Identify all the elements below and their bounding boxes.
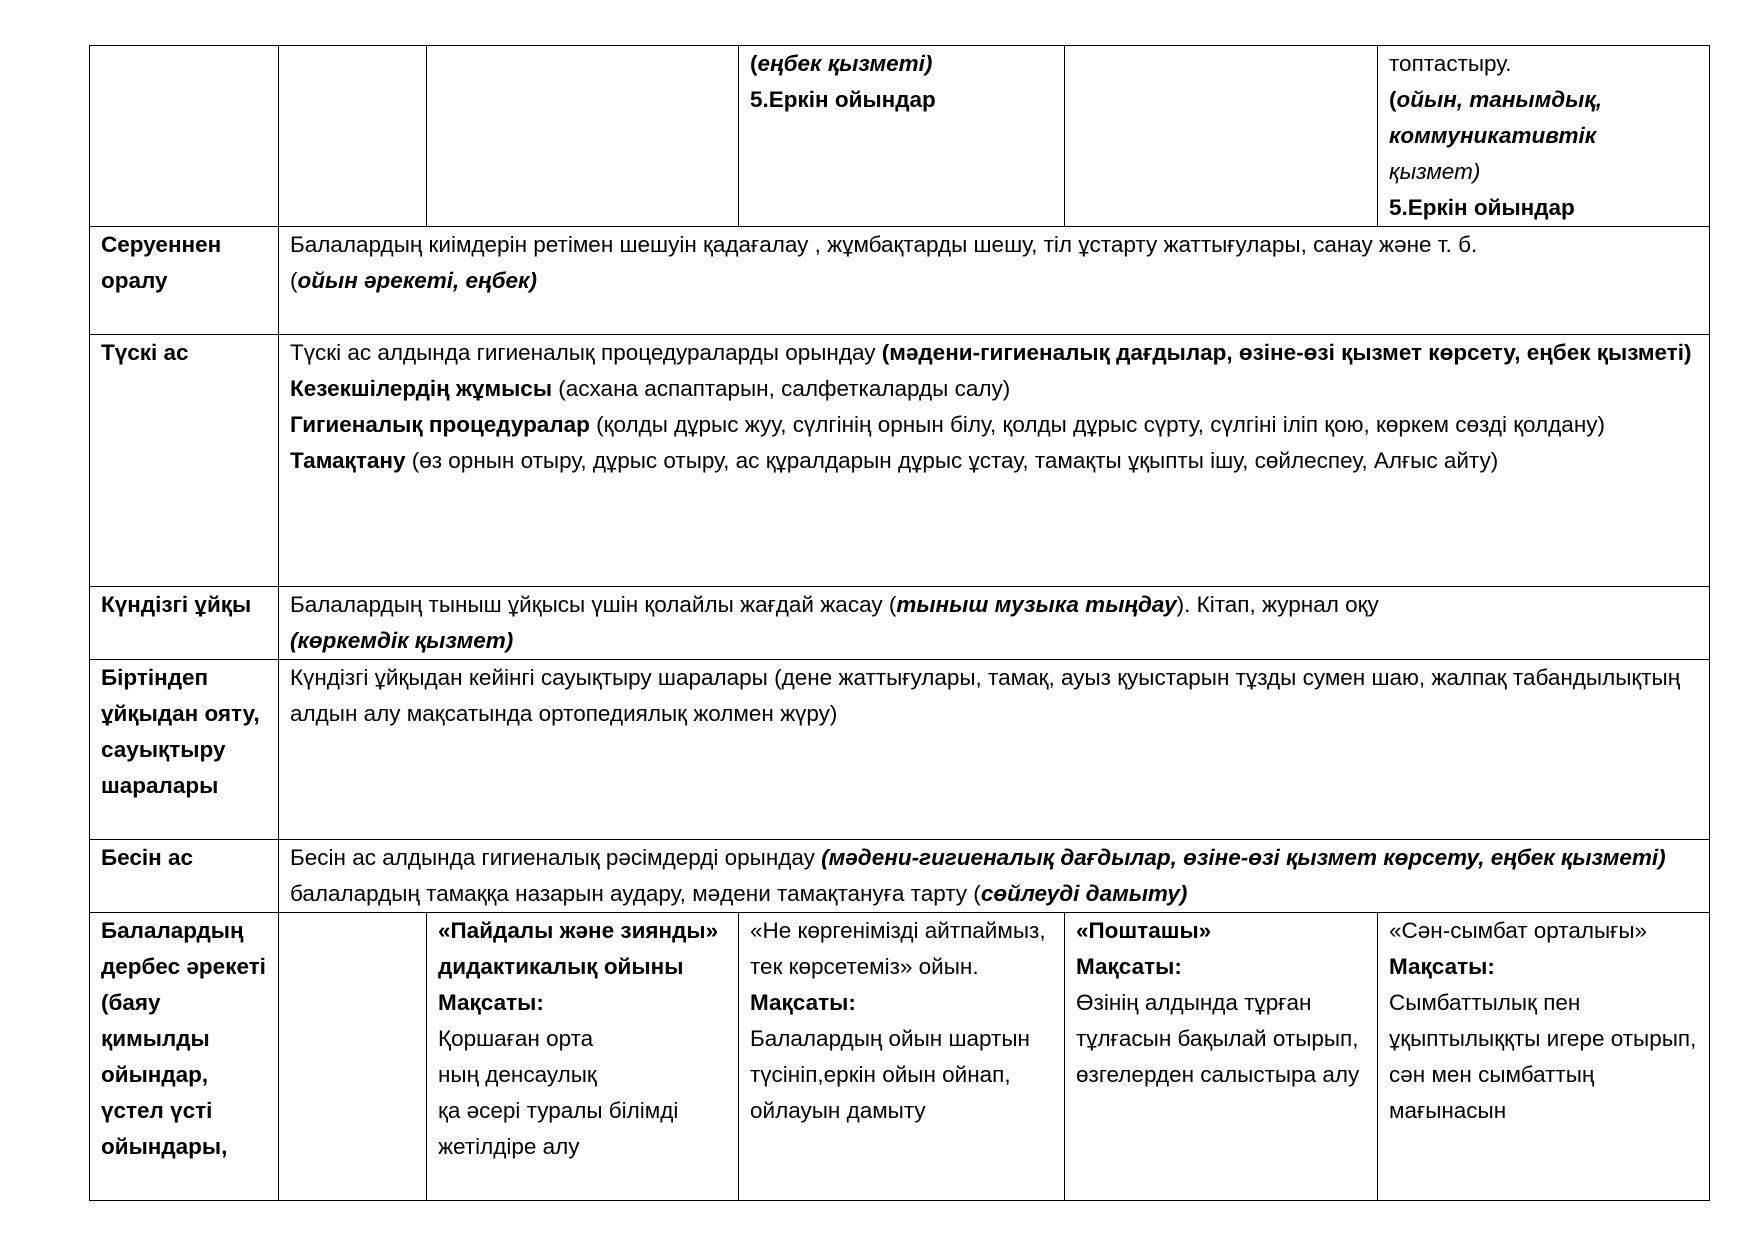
row-label: Серуеннен оралу bbox=[90, 227, 279, 335]
row-content: Балалардың киімдерін ретімен шешуін қадағалау , жұмбақтарды шешу, тіл ұстарту жаттығулары, санау және т. б. (ойын әрекеті, еңбек) bbox=[279, 227, 1710, 335]
row-content: Балалардың тыныш ұйқысы үшін қолайлы жағдай жасау (тыныш музыка тыңдау). Кітап, журнал оқу (көркемдік қызмет) bbox=[279, 587, 1710, 660]
game-cell-postman: «Пошташы» Мақсаты: Өзінің алдында тұрған тұлғасын бақылай отырып, өзгелерден салыстыра алу bbox=[1065, 913, 1378, 1201]
goal-label: Мақсаты: bbox=[1076, 954, 1182, 979]
activity-type-label: еңбек қызметі) bbox=[757, 51, 933, 76]
free-games-label: 5.Еркін ойындар bbox=[750, 87, 936, 112]
table-row-independent-activity bbox=[90, 913, 1710, 1201]
game-title: «Пайдалы және зиянды» дидактикалық ойыны bbox=[438, 918, 719, 979]
game-title: «Сән-сымбат орталығы» bbox=[1389, 918, 1648, 943]
goal-label: Мақсаты: bbox=[438, 990, 544, 1015]
free-games-label: 5.Еркін ойындар bbox=[1389, 195, 1575, 220]
table-row-continuation bbox=[90, 46, 1710, 227]
cell-empty bbox=[1065, 46, 1378, 227]
table-row-return-from-walk bbox=[90, 227, 1710, 335]
grouping-text: топтастыру. bbox=[1389, 51, 1512, 76]
cell-continuation-col4: (еңбек қызметі) 5.Еркін ойындар bbox=[739, 46, 1065, 227]
game-title: «Пошташы» bbox=[1076, 918, 1212, 943]
table-row-afternoon-snack bbox=[90, 840, 1710, 913]
table-row-daytime-sleep bbox=[90, 587, 1710, 660]
goal-label: Мақсаты: bbox=[750, 990, 856, 1015]
cell-empty bbox=[279, 913, 427, 1201]
game-cell-show-not-tell: «Не көргенімізді айтпаймыз, тек көрсетеміз» ойын. Мақсаты: Балалардың ойын шартын түсініп,еркін ойын ойнап, ойлауын дамыту bbox=[739, 913, 1065, 1201]
table-row-gradual-waking bbox=[90, 660, 1710, 840]
row-content: Түскі ас алдында гигиеналық процедураларды орындау (мәдени-гигиеналық дағдылар, өзіне-өзі қызмет көрсету, еңбек қызметі) Кезекшілердің жұмысы (асхана аспаптарын, салфеткаларды салу) Гигиеналық процедуралар (қолды дұрыс жуу, сүлгінің орнын білу, қолды дұрыс сүрту, сүлгіні іліп қою, көркем сөзді қолдану) Тамақтану (өз орнын отыру, дұрыс отыру, ас құралдарын дұрыс ұстау, тамақты ұқыпты ішу, сөйлеспеу, Алғыс айту) bbox=[279, 335, 1710, 587]
activity-type-label: ойын, танымдық, bbox=[1396, 87, 1603, 112]
row-content: Күндізгі ұйқыдан кейінгі сауықтыру шаралары (дене жаттығулары, тамақ, ауыз қуыстарын тұзды сумен шаю, жалпақ табандылықтың алдын алу мақсатында ортопедиялық жолмен жүру) bbox=[279, 660, 1710, 840]
game-cell-fashion-center: «Сән-сымбат орталығы» Мақсаты: Сымбаттылық пен ұқыптылыққты игере отырып, сән мен сымбаттың мағынасын bbox=[1378, 913, 1710, 1201]
cell-empty bbox=[427, 46, 739, 227]
cell-empty bbox=[90, 46, 279, 227]
schedule-table bbox=[89, 45, 1710, 1201]
row-label: Бесін ас bbox=[90, 840, 279, 913]
cell-continuation-col6: топтастыру. (ойын, танымдық, коммуникативтік қызмет) 5.Еркін ойындар bbox=[1378, 46, 1710, 227]
cell-empty bbox=[279, 46, 427, 227]
row-label: Балалардың дербес әрекеті (баяу қимылды ойындар, үстел үсті ойындары, bbox=[90, 913, 279, 1201]
row-label: Түскі ас bbox=[90, 335, 279, 587]
row-label: Біртіндеп ұйқыдан ояту, сауықтыру шаралары bbox=[90, 660, 279, 840]
goal-label: Мақсаты: bbox=[1389, 954, 1495, 979]
game-title: «Не көргенімізді айтпаймыз, тек көрсетеміз» ойын. bbox=[750, 918, 1046, 979]
row-label: Күндізгі ұйқы bbox=[90, 587, 279, 660]
row-content: Бесін ас алдында гигиеналық рәсімдерді орындау (мәдени-гигиеналық дағдылар, өзіне-өзі қызмет көрсету, еңбек қызметі) балалардың тамаққа назарын аудару, мәдени тамақтануға тарту (сөйлеуді дамыту) bbox=[279, 840, 1710, 913]
table-row-lunch bbox=[90, 335, 1710, 587]
game-cell-useful-harmful: «Пайдалы және зиянды» дидактикалық ойыны Мақсаты: Қоршаған орта ның денсаулық қа әсері туралы білімді жетілдіре алу bbox=[427, 913, 739, 1201]
